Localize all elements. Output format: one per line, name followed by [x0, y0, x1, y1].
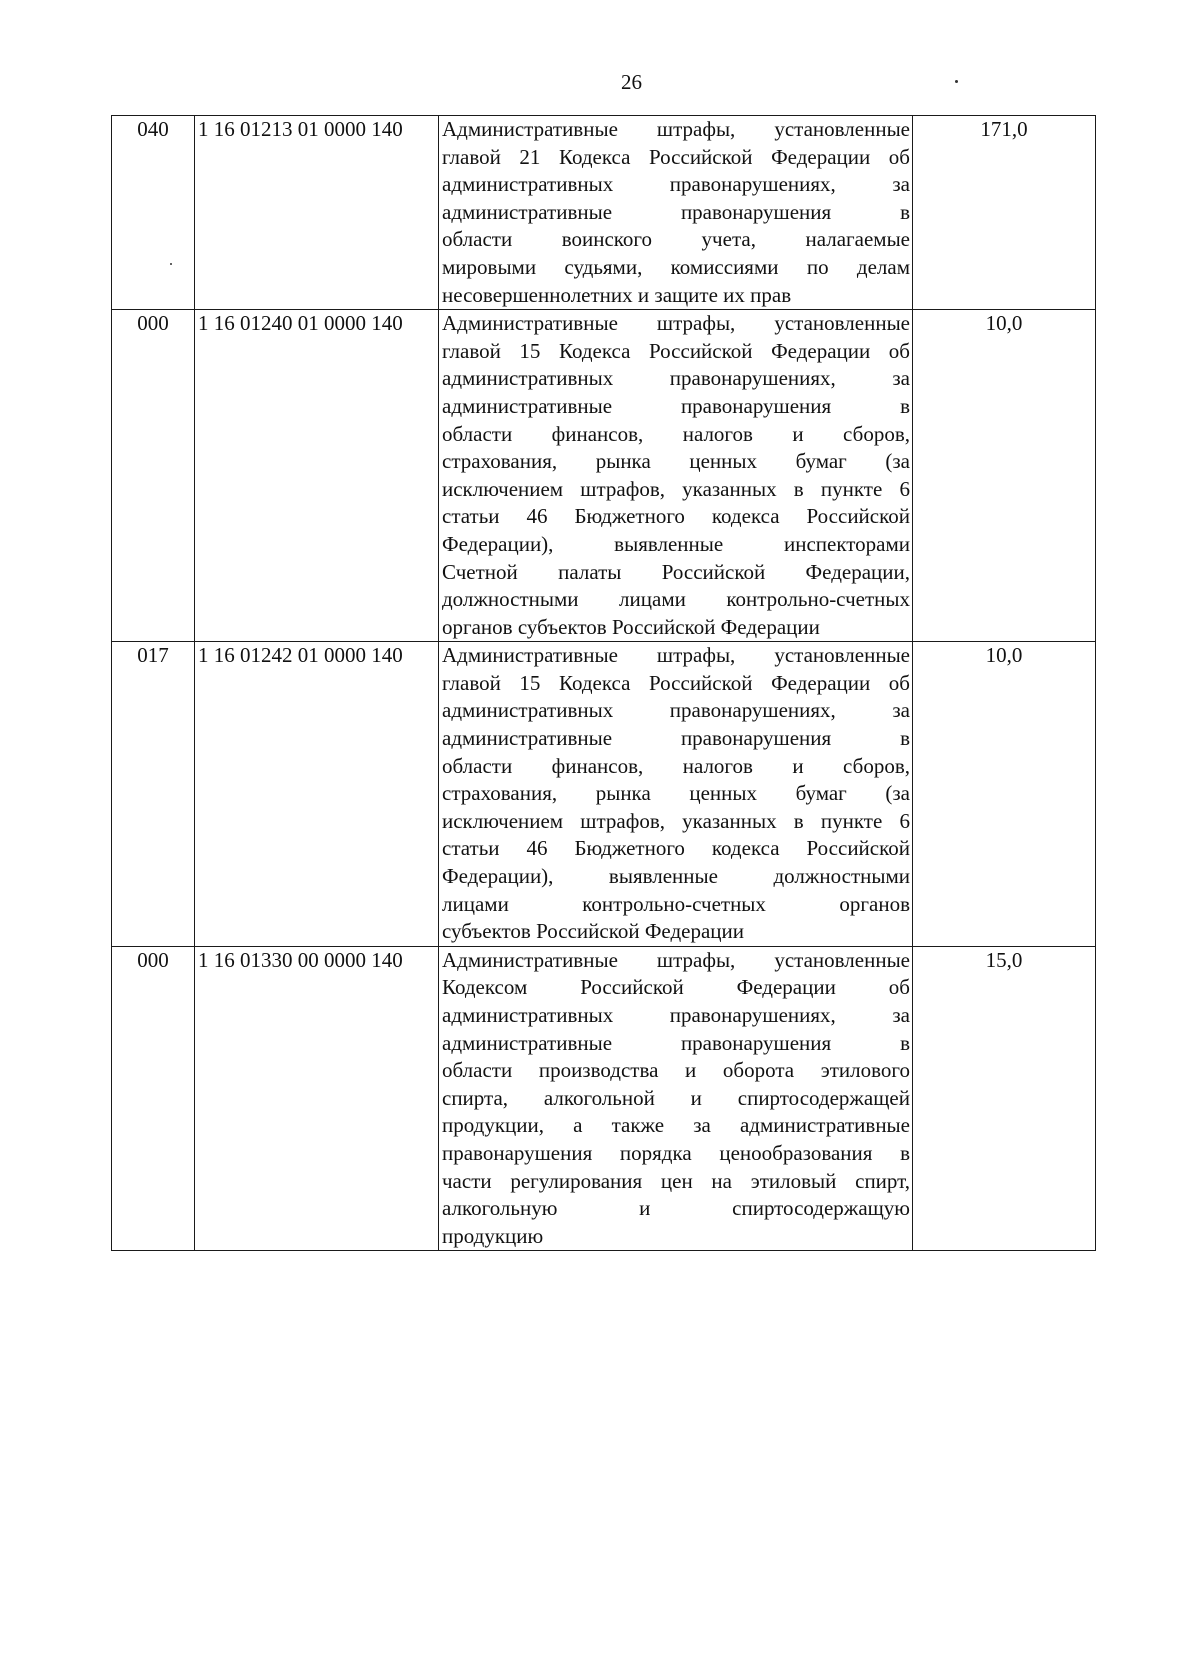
description-line: статьи 46 Бюджетного кодекса Российской: [442, 504, 910, 529]
description-line: спирта, алкогольной и спиртосодержащей: [442, 1085, 910, 1110]
amount-cell: 171,0: [913, 116, 1096, 310]
description-line: Административные штрафы, установленные: [442, 117, 910, 141]
description-line: мировыми судьями, комиссиями по делам: [442, 254, 910, 279]
table-row: [112, 946, 1096, 1251]
description-line: административные правонарушения в: [442, 199, 910, 224]
description-line: административных правонарушениях, за: [442, 172, 910, 197]
description-line: главой 15 Кодекса Российской Федерации об: [442, 338, 910, 363]
description-line: Административные штрафы, установленные: [442, 311, 910, 336]
description-line: правонарушения порядка ценообразования в: [442, 1140, 910, 1165]
description-line: лицами контрольно-счетных органов: [442, 891, 910, 916]
description-line: Кодексом Российской Федерации об: [442, 975, 910, 1000]
description-line: Административные штрафы, установленные: [442, 643, 910, 668]
description-line: органов субъектов Российской Федерации: [442, 614, 820, 639]
description-line: главой 15 Кодекса Российской Федерации об: [442, 670, 910, 695]
amount-cell: 10,0: [913, 310, 1096, 642]
page-number: 26: [621, 70, 642, 94]
description-line: страхования, рынка ценных бумаг (за: [442, 449, 910, 474]
description-line: административные правонарушения в: [442, 393, 910, 418]
description-line: области финансов, налогов и сборов,: [442, 421, 910, 446]
description-line: алкогольную и спиртосодержащую: [442, 1196, 910, 1221]
description-line: административных правонарушениях, за: [442, 698, 910, 723]
description-line: области производства и оборота этилового: [442, 1058, 910, 1083]
budget-code-cell: 1 16 01213 01 0000 140: [195, 116, 439, 310]
description-line: исключением штрафов, указанных в пункте 6: [442, 476, 910, 501]
description-line: Федерации), выявленные должностными: [442, 864, 910, 889]
description-cell: [439, 116, 913, 310]
description-cell: [439, 642, 913, 947]
admin-code-cell: 000: [112, 310, 195, 642]
description-cell: [439, 310, 913, 642]
amount-cell: 10,0: [913, 642, 1096, 947]
description-line: продукции, а также за административные: [442, 1113, 910, 1138]
description-line: главой 21 Кодекса Российской Федерации об: [442, 144, 910, 169]
description-line: несовершеннолетних и защите их прав: [442, 282, 792, 307]
budget-code-cell: 1 16 01240 01 0000 140: [195, 310, 439, 642]
description-line: области финансов, налогов и сборов,: [442, 753, 910, 778]
description-cell: [439, 946, 913, 1251]
table-row: [112, 310, 1096, 642]
description-line: должностными лицами контрольно-счетных: [442, 587, 910, 612]
table-row: [112, 116, 1096, 310]
description-line: продукцию: [442, 1223, 544, 1248]
budget-code-cell: 1 16 01242 01 0000 140: [195, 642, 439, 947]
description-line: административные правонарушения в: [442, 1030, 910, 1055]
admin-code-cell: 017: [112, 642, 195, 947]
description-line: Счетной палаты Российской Федерации,: [442, 559, 910, 584]
description-line: статьи 46 Бюджетного кодекса Российской: [442, 836, 910, 861]
description-line: страхования, рынка ценных бумаг (за: [442, 781, 910, 806]
amount-cell: 15,0: [913, 946, 1096, 1251]
description-line: административных правонарушениях, за: [442, 1003, 910, 1027]
description-line: части регулирования цен на этиловый спирт,: [442, 1168, 910, 1193]
description-line: исключением штрафов, указанных в пункте 6: [442, 808, 910, 833]
budget-revenue-table: [111, 115, 1096, 1251]
description-line: Административные штрафы, установленные: [442, 947, 910, 972]
description-line: административные правонарушения в: [442, 726, 910, 751]
description-line: субъектов Российской Федерации: [442, 919, 745, 944]
description-line: административных правонарушениях, за: [442, 366, 910, 391]
admin-code-cell: 000: [112, 946, 195, 1251]
admin-code-cell: 040: [112, 116, 195, 310]
description-line: Федерации), выявленные инспекторами: [442, 531, 910, 556]
scan-speck: [955, 80, 958, 83]
table-row: [112, 642, 1096, 947]
budget-code-cell: 1 16 01330 00 0000 140: [195, 946, 439, 1251]
description-line: области воинского учета, налагаемые: [442, 227, 910, 252]
